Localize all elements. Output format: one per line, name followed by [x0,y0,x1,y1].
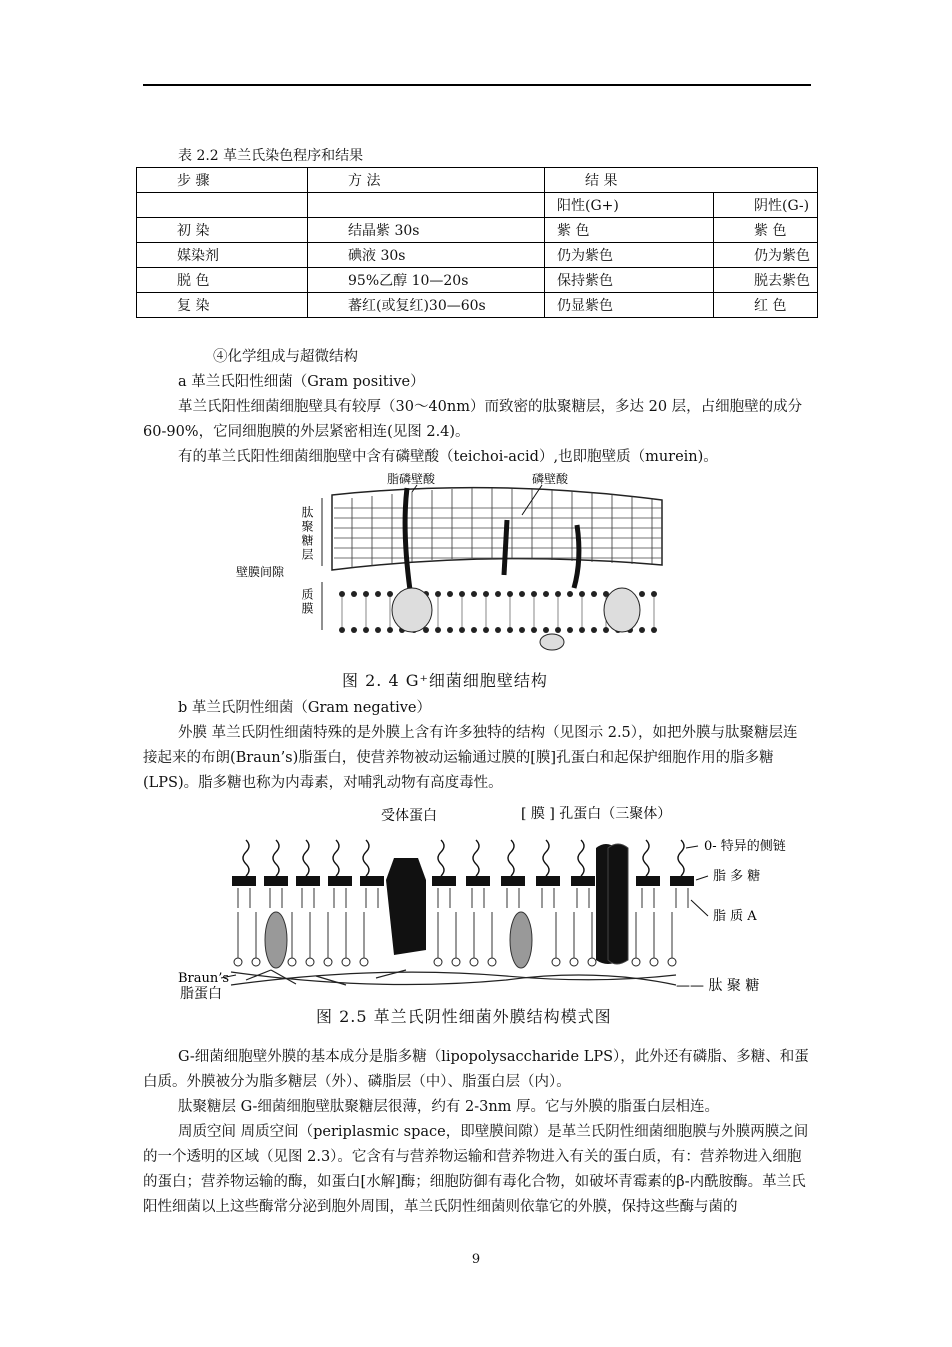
label-plasma-membrane: 质膜 [300,588,314,616]
table-subheader-row [137,193,818,218]
figure-outer-membrane [176,800,816,1030]
label-lipid-a: 脂 质 A [713,909,757,924]
section-heading: ④化学组成与超微结构 [213,349,358,365]
header-negative: 阴性(G-) [714,193,818,218]
header-method: 方 法 [308,168,545,193]
table-row [137,243,818,268]
cell-method: 蕃红(或复红)30—60s [308,293,545,318]
membrane-protein [392,588,432,632]
leader-line [696,876,708,880]
periplasm-para: 周质空间 周质空间（periplasmic space，即壁膜间隙）是革兰氏阴性细菌细胞膜与外膜两膜之间的一个透明的区域（见图 2.3）。它含有与营养物运输和营养物进入有关的蛋白质，有：营养物进入细胞的蛋白；营养物运输的酶，如蛋白[水解]酶；细胞防御有毒化合物，如破坏青霉素的β-内酰胺酶。革兰氏阳性细菌以上这些酶常分泌到胞外周围，革兰氏阴性细菌则依靠它的外膜，保持这些酶与菌的 [143,1124,809,1215]
leader-line [686,846,698,848]
table-row [137,268,818,293]
leader-line [691,900,708,916]
empty-cell [137,193,308,218]
teichoic-rod [504,520,507,575]
cell-method: 95%乙醇 10—20s [308,268,545,293]
cell-negative: 仍为紫色 [714,243,818,268]
cell-negative: 红 色 [714,293,818,318]
gram-negative-heading: b 革兰氏阴性细菌（Gram negative） [178,700,431,716]
cell-step: 初 染 [137,218,308,243]
cell-step: 脱 色 [137,268,308,293]
header-result: 结 果 [545,168,818,193]
cell-negative: 脱去紫色 [714,268,818,293]
cell-negative: 紫 色 [714,218,818,243]
peptidoglycan-layer [332,488,662,570]
label-lps: 脂 多 糖 [713,869,761,884]
braun-lipoprotein [510,912,532,968]
label-peptidoglycan: 肽聚糖层 [300,506,314,562]
header-step: 步 骤 [137,168,308,193]
label-braun-2: 脂蛋白 [180,986,222,1002]
table-caption: 表 2.2 革兰氏染色程序和结果 [178,148,364,164]
page-number: 9 [471,1252,481,1267]
label-braun-1: Braun’s [178,971,230,986]
label-lipoteichoic-acid: 脂磷壁酸 [387,472,436,486]
outer-membrane-para: G-细菌细胞壁外膜的基本成分是脂多糖（lipopolysaccharide LPS），此外还有磷脂、多糖、和蛋白质。外膜被分为脂多糖层（外）、磷脂层（中）、脂蛋白层（内）。 [143,1049,809,1090]
gram-negative-para1: 外膜 革兰氏阴性细菌特殊的是外膜上含有许多独特的结构（见图示 2.5），如把外膜与肽聚糖层连接起来的布朗(Braun’s)脂蛋白，使营养物被动运输通过膜的[膜]孔蛋白和起保护细胞作用的脂多糖(LPS)。脂多糖也称为内毒素，对哺乳动物有高度毒性。 [143,725,798,791]
label-teichoic-acid: 磷壁酸 [532,472,569,486]
figure1-caption: 图 2. 4 G⁺细菌细胞壁结构 [342,671,548,690]
figure2-caption: 图 2.5 革兰氏阴性细菌外膜结构模式图 [316,1007,612,1026]
receptor-protein [386,858,426,955]
table-header-row [137,168,818,193]
label-peptidoglycan: —— 肽 聚 糖 [676,978,760,994]
gram-positive-para1: 革兰氏阳性细菌细胞壁具有较厚（30～40nm）而致密的肽聚糖层，多达 20 层，占细胞壁的成分 60-90%，它同细胞膜的外层紧密相连(见图 2.4)。 [143,399,803,440]
header-rule [143,84,811,86]
gram-stain-table [136,167,818,318]
cell-method: 结晶紫 30s [308,218,545,243]
membrane-protein [540,634,564,650]
cell-positive: 紫 色 [545,218,714,243]
cell-step: 复 染 [137,293,308,318]
gram-positive-para2: 有的革兰氏阳性细菌细胞壁中含有磷壁酸（teichoi-acid）,也即胞壁质（murein)。 [178,449,718,465]
cell-positive: 仍显紫色 [545,293,714,318]
label-periplasm: 壁膜间隙 [236,565,285,579]
peptidoglycan-para: 肽聚糖层 G-细菌细胞壁肽聚糖层很薄，约有 2-3nm 厚。它与外膜的脂蛋白层相连。 [178,1099,720,1115]
figure-gram-positive-wall [232,470,672,665]
label-o-chain: 0- 特异的侧链 [704,839,786,854]
empty-cell [308,193,545,218]
membrane-protein [604,588,640,632]
cell-positive: 保持紫色 [545,268,714,293]
header-positive: 阳性(G+) [545,193,714,218]
table-row [137,218,818,243]
table-row [137,293,818,318]
porin-trimer [608,844,628,964]
peptidoglycan-mesh [231,970,676,985]
gram-positive-heading: a 革兰氏阳性细菌（Gram positive） [178,374,425,390]
cell-step: 媒染剂 [137,243,308,268]
label-receptor-protein: 受体蛋白 [381,808,437,824]
cell-positive: 仍为紫色 [545,243,714,268]
braun-lipoprotein [265,912,287,968]
cell-method: 碘液 30s [308,243,545,268]
label-porin: [ 膜 ] 孔蛋白（三聚体） [521,806,672,822]
